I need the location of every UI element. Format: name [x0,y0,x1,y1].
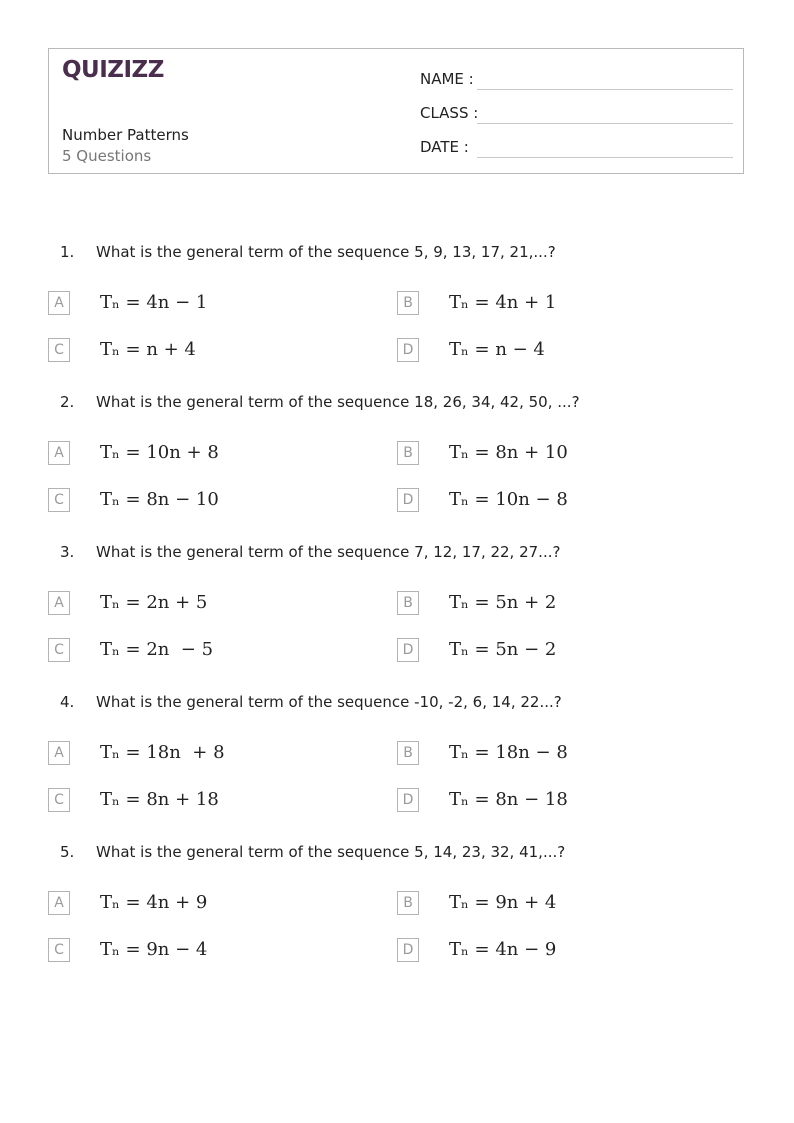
option-b[interactable] [397,441,737,467]
question-text: What is the general term of the sequence -10, -2, 6, 14, 22...? [96,693,562,711]
option-letter[interactable]: A [48,891,70,915]
class-field[interactable] [420,102,733,124]
question-text: What is the general term of the sequence 5, 14, 23, 32, 41,...? [96,843,566,861]
option-answer: Tₙ = 8n + 18 [100,789,219,810]
option-answer: Tₙ = 8n + 10 [449,442,568,463]
class-line[interactable] [477,123,733,124]
option-letter[interactable]: B [397,591,419,615]
option-letter[interactable]: B [397,291,419,315]
option-c[interactable] [48,638,388,664]
option-answer: Tₙ = 9n + 4 [449,892,557,913]
option-letter[interactable]: A [48,741,70,765]
option-answer: Tₙ = 5n − 2 [449,639,557,660]
option-c[interactable] [48,338,388,364]
option-letter[interactable]: C [48,338,70,362]
option-b[interactable] [397,891,737,917]
option-answer: Tₙ = 2n + 5 [100,592,208,613]
question-number: 2. [60,393,75,411]
question-text: What is the general term of the sequence 7, 12, 17, 22, 27...? [96,543,561,561]
option-answer: Tₙ = 2n − 5 [100,639,214,660]
option-c[interactable] [48,788,388,814]
option-b[interactable] [397,741,737,767]
question-2 [0,393,794,533]
option-letter[interactable]: B [397,741,419,765]
option-b[interactable] [397,591,737,617]
date-field[interactable] [420,136,733,158]
worksheet-title: Number Patterns [62,126,189,144]
option-letter[interactable]: B [397,891,419,915]
option-a[interactable] [48,741,388,767]
option-letter[interactable]: A [48,591,70,615]
option-d[interactable] [397,338,737,364]
name-field[interactable] [420,68,733,90]
option-answer: Tₙ = 18n + 8 [100,742,225,763]
option-a[interactable] [48,591,388,617]
option-answer: Tₙ = n − 4 [449,339,545,360]
option-answer: Tₙ = n + 4 [100,339,196,360]
option-answer: Tₙ = 10n − 8 [449,489,568,510]
option-letter[interactable]: C [48,788,70,812]
option-a[interactable] [48,441,388,467]
question-number: 5. [60,843,75,861]
option-letter[interactable]: D [397,788,419,812]
option-letter[interactable]: C [48,938,70,962]
option-d[interactable] [397,488,737,514]
question-text: What is the general term of the sequence 5, 9, 13, 17, 21,...? [96,243,556,261]
question-count: 5 Questions [62,147,152,165]
option-answer: Tₙ = 18n − 8 [449,742,568,763]
option-answer: Tₙ = 9n − 4 [100,939,208,960]
question-3 [0,543,794,683]
option-b[interactable] [397,291,737,317]
option-letter[interactable]: A [48,441,70,465]
option-letter[interactable]: D [397,638,419,662]
question-4 [0,693,794,833]
option-answer: Tₙ = 4n + 1 [449,292,557,313]
option-letter[interactable]: D [397,338,419,362]
option-answer: Tₙ = 4n + 9 [100,892,208,913]
option-c[interactable] [48,488,388,514]
option-c[interactable] [48,938,388,964]
question-number: 4. [60,693,75,711]
option-letter[interactable]: D [397,938,419,962]
option-answer: Tₙ = 5n + 2 [449,592,557,613]
question-text: What is the general term of the sequence 18, 26, 34, 42, 50, ...? [96,393,580,411]
option-answer: Tₙ = 8n − 18 [449,789,568,810]
option-d[interactable] [397,788,737,814]
question-number: 1. [60,243,75,261]
date-line[interactable] [477,157,733,158]
option-letter[interactable]: D [397,488,419,512]
option-letter[interactable]: C [48,638,70,662]
quizizz-logo: QUIZIZZ [62,57,164,83]
question-5 [0,843,794,983]
question-number: 3. [60,543,75,561]
date-label: DATE : [420,138,469,156]
worksheet-header [48,48,744,174]
option-answer: Tₙ = 4n − 9 [449,939,557,960]
option-d[interactable] [397,938,737,964]
question-1 [0,243,794,383]
option-letter[interactable]: B [397,441,419,465]
option-letter[interactable]: A [48,291,70,315]
option-answer: Tₙ = 8n − 10 [100,489,219,510]
option-answer: Tₙ = 10n + 8 [100,442,219,463]
name-line[interactable] [477,89,733,90]
name-label: NAME : [420,70,474,88]
option-a[interactable] [48,891,388,917]
option-letter[interactable]: C [48,488,70,512]
class-label: CLASS : [420,104,479,122]
option-d[interactable] [397,638,737,664]
option-answer: Tₙ = 4n − 1 [100,292,208,313]
option-a[interactable] [48,291,388,317]
